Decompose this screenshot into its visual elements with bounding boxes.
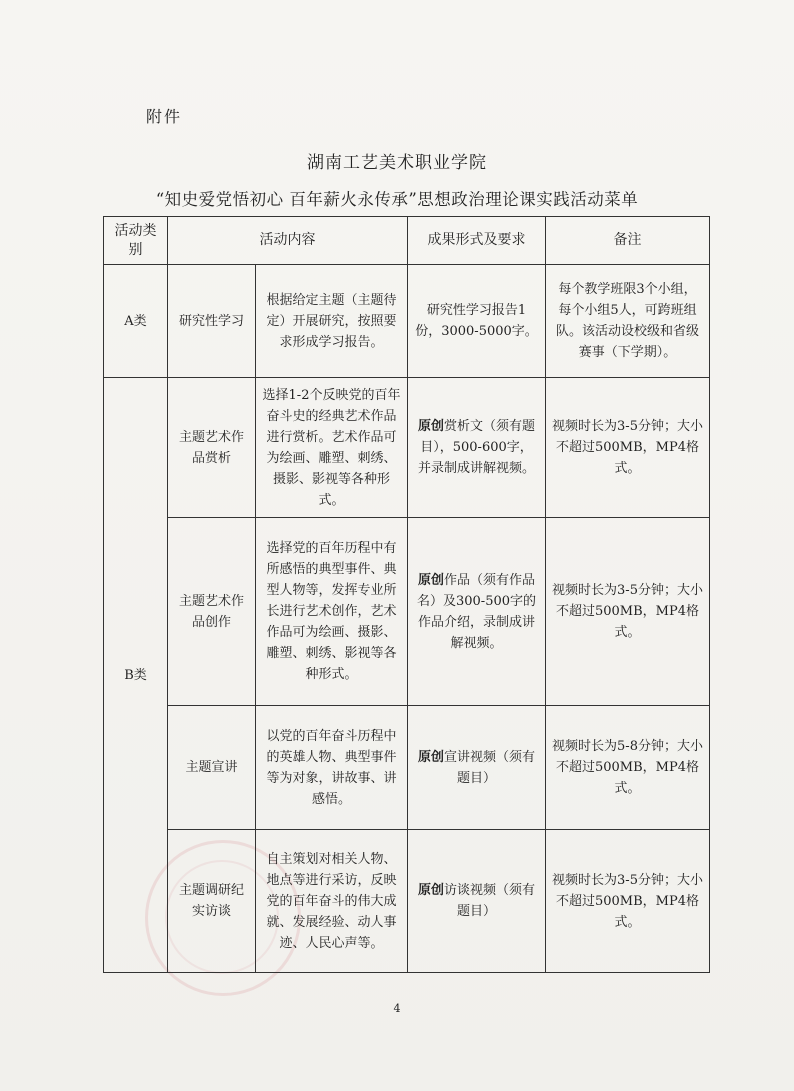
- remark-cell: 视频时长为3-5分钟；大小不超过500MB，MP4格式。: [546, 378, 710, 518]
- result-cell: [408, 518, 546, 706]
- table-row: [104, 378, 710, 518]
- result-cell: [408, 265, 546, 378]
- header-result: 成果形式及要求: [408, 217, 546, 265]
- category-cell: A类: [104, 265, 168, 378]
- result-text: 研究性学习报告1份，3000-5000字。: [415, 303, 538, 339]
- school-name: 湖南工艺美术职业学院: [307, 153, 487, 173]
- remark-cell: 每个教学班限3个小组，每个小组5人，可跨班组队。该活动设校级和省级赛事（下学期）。: [546, 265, 710, 378]
- activity-description-cell: 根据给定主题（主题待定）开展研究，按照要求形成学习报告。: [256, 265, 408, 378]
- header-content: 活动内容: [168, 217, 408, 265]
- activity-description-cell: 选择1-2个反映党的百年奋斗史的经典艺术作品进行赏析。艺术作品可为绘画、雕塑、刺绣、摄影、影视等各种形式。: [256, 378, 408, 518]
- table-row: [104, 830, 710, 973]
- original-tag: 原创: [417, 419, 444, 434]
- table-row: [104, 265, 710, 378]
- header-category: 活动类别: [104, 217, 168, 265]
- remark-cell: 视频时长为3-5分钟；大小不超过500MB，MP4格式。: [546, 518, 710, 706]
- annex-label: 附件: [146, 107, 183, 126]
- remark-cell: 视频时长为5-8分钟；大小不超过500MB，MP4格式。: [546, 706, 710, 830]
- result-text: 作品（须有作品名）及300-500字的作品介绍，录制成讲解视频。: [416, 572, 537, 651]
- table-row: [104, 706, 710, 830]
- remark-cell: 视频时长为3-5分钟；大小不超过500MB，MP4格式。: [546, 830, 710, 973]
- original-tag: 原创: [417, 883, 444, 898]
- activity-type-cell: 主题艺术作品创作: [168, 518, 256, 706]
- original-tag: 原创: [417, 572, 444, 588]
- header-remark: 备注: [546, 217, 710, 265]
- table-row: [104, 518, 710, 706]
- activity-menu-table: [103, 216, 710, 973]
- category-cell: B类: [104, 378, 168, 973]
- activity-description-cell: 以党的百年奋斗历程中的英雄人物、典型事件等为对象，讲故事、讲感悟。: [256, 706, 408, 830]
- result-cell: [408, 830, 546, 973]
- menu-title: “知史爱党悟初心 百年薪火永传承”思想政治理论课实践活动菜单: [155, 190, 639, 209]
- page-number: 4: [393, 1002, 401, 1015]
- result-text: 赏析文（须有题目），500-600字，并录制成讲解视频。: [417, 419, 536, 476]
- activity-type-cell: 主题艺术作品赏析: [168, 378, 256, 518]
- result-cell: [408, 706, 546, 830]
- activity-description-cell: 选择党的百年历程中有所感悟的典型事件、典型人物等，发挥专业所长进行艺术创作，艺术作品可为绘画、摄影、雕塑、刺绣、影视等各种形式。: [256, 518, 408, 706]
- table-header-row: [104, 217, 710, 265]
- activity-description-cell: 自主策划对相关人物、地点等进行采访，反映党的百年奋斗的伟大成就、发展经验、动人事迹、人民心声等。: [256, 830, 408, 973]
- result-cell: [408, 378, 546, 518]
- result-text: 宣讲视频（须有题目）: [444, 749, 536, 786]
- result-text: 访谈视频（须有题目）: [444, 883, 536, 919]
- activity-type-cell: 主题宣讲: [168, 706, 256, 830]
- activity-type-cell: 研究性学习: [168, 265, 256, 378]
- original-tag: 原创: [417, 749, 444, 765]
- activity-type-cell: 主题调研纪实访谈: [168, 830, 256, 973]
